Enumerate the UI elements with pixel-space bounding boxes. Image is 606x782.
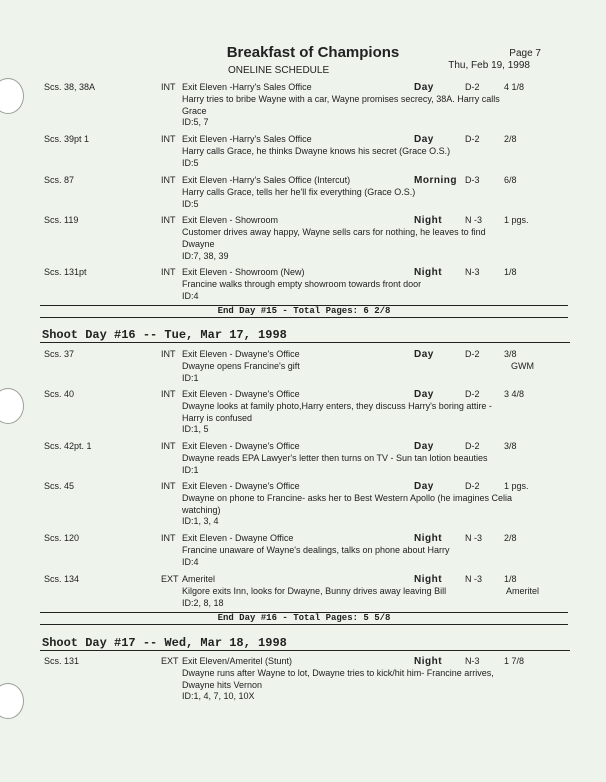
scene-location: Exit Eleven - Showroom [182, 215, 279, 225]
story-day: D-2 [465, 481, 480, 491]
scene-description: Dwayne opens Francine's gift [182, 361, 300, 371]
int-ext: INT [161, 481, 176, 491]
scene-number: Scs. 131 [44, 656, 80, 666]
scene-description: Dwayne runs after Wayne to lot, Dwayne tries to kick/hit him- Francine arrives, Dwayne hits Vernon [182, 668, 494, 690]
document-title: Breakfast of Champions [226, 44, 400, 61]
story-day: D-2 [465, 82, 480, 92]
scene-description: Harry tries to bribe Wayne with a car, Wayne promises secrecy, 38A. Harry calls Grace [182, 94, 500, 116]
page-count: 3/8 [504, 349, 517, 359]
time-of-day: Day [414, 481, 434, 492]
cast-ids: ID:1 [182, 465, 199, 475]
scene-number: Scs. 131pt [44, 267, 87, 277]
binder-hole [0, 78, 24, 114]
scene-location: Exit Eleven - Showroom (New) [182, 267, 305, 277]
cast-ids: ID:4 [182, 291, 199, 301]
page-count: 4 1/8 [504, 82, 525, 92]
time-of-day: Night [414, 267, 443, 278]
story-day: D-3 [465, 175, 480, 185]
story-day: D-2 [465, 134, 480, 144]
scene-location: Exit Eleven - Dwayne's Office [182, 441, 300, 451]
time-of-day: Night [414, 656, 443, 667]
scene-number: Scs. 120 [44, 533, 80, 543]
scene-description: Francine walks through empty showroom towards front door [182, 279, 422, 289]
page-count: 2/8 [504, 134, 517, 144]
int-ext: EXT [161, 656, 179, 666]
binder-hole [0, 683, 24, 719]
page-count: 3 4/8 [504, 389, 525, 399]
int-ext: INT [161, 134, 176, 144]
scene-description: Francine unaware of Wayne's dealings, talks on phone about Harry [182, 545, 450, 555]
page-count: 1/8 [504, 574, 517, 584]
cast-ids: ID:5 [182, 158, 199, 168]
scene-description: Harry calls Grace, tells her he'll fix everything (Grace O.S.) [182, 187, 416, 197]
time-of-day: Day [414, 441, 434, 452]
scene-description: Dwayne on phone to Francine- asks her to Best Western Apollo (he imagines Celia watching) [182, 493, 513, 515]
page-count: 2/8 [504, 533, 517, 543]
page-count: 6/8 [504, 175, 517, 185]
scene-number: Scs. 134 [44, 574, 80, 584]
int-ext: EXT [161, 574, 179, 584]
binder-hole [0, 388, 24, 424]
story-day: N -3 [465, 574, 483, 584]
scene-description: Customer drives away happy, Wayne sells cars for nothing, he leaves to find Dwayne [182, 227, 486, 249]
scene-location: Exit Eleven/Ameritel (Stunt) [182, 656, 293, 666]
page-count: 1 pgs. [504, 215, 529, 225]
story-day: N -3 [465, 215, 483, 225]
scene-location: Exit Eleven - Dwayne's Office [182, 481, 300, 491]
scene-location: Ameritel [182, 574, 216, 584]
scene-location: Exit Eleven - Dwayne's Office [182, 349, 300, 359]
int-ext: INT [161, 215, 176, 225]
time-of-day: Day [414, 82, 434, 93]
story-day: D-2 [465, 349, 480, 359]
time-of-day: Night [414, 215, 443, 226]
int-ext: INT [161, 533, 176, 543]
time-of-day: Day [414, 389, 434, 400]
scene-description: Kilgore exits Inn, looks for Dwayne, Bunny drives away leaving Bill [182, 586, 447, 596]
page-number: Page 7 [509, 48, 541, 59]
int-ext: INT [161, 389, 176, 399]
scene-number: Scs. 119 [44, 215, 79, 225]
cast-ids: ID:7, 38, 39 [182, 251, 229, 261]
cast-ids: ID:5 [182, 199, 199, 209]
shoot-day-header: Shoot Day #17 -- Wed, Mar 18, 1998 [40, 636, 570, 651]
int-ext: INT [161, 267, 176, 277]
time-of-day: Day [414, 134, 434, 145]
int-ext: INT [161, 441, 176, 451]
cast-ids: ID:4 [182, 557, 199, 567]
story-day: N-3 [465, 267, 480, 277]
story-day: N-3 [465, 656, 480, 666]
page-count: 1/8 [504, 267, 517, 277]
end-day-summary: End Day #15 - Total Pages: 6 2/8 [40, 305, 568, 318]
scene-description: Dwayne looks at family photo,Harry enters, they discuss Harry's boring attire - Harry is confused [182, 401, 492, 423]
cast-ids: ID:1, 4, 7, 10, 10X [182, 691, 255, 701]
cast-ids: ID:5, 7 [182, 117, 209, 127]
cast-ids: ID:2, 8, 18 [182, 598, 224, 608]
scene-location: Exit Eleven - Dwayne Office [182, 533, 294, 543]
story-day: D-2 [465, 441, 480, 451]
time-of-day: Night [414, 533, 443, 544]
document-subtitle: ONELINE SCHEDULE [228, 65, 330, 76]
scene-note: GWM [511, 361, 534, 371]
scene-description: Harry calls Grace, he thinks Dwayne knows his secret (Grace O.S.) [182, 146, 451, 156]
scene-number: Scs. 39pt 1 [44, 134, 90, 144]
page-count: 1 pgs. [504, 481, 529, 491]
int-ext: INT [161, 82, 176, 92]
scene-number: Scs. 45 [44, 481, 75, 491]
scene-number: Scs. 87 [44, 175, 75, 185]
scene-location: Exit Eleven - Dwayne's Office [182, 389, 300, 399]
int-ext: INT [161, 175, 176, 185]
scene-location: Exit Eleven -Harry's Sales Office [182, 134, 312, 144]
page-count: 1 7/8 [504, 656, 525, 666]
scene-description: Dwayne reads EPA Lawyer's letter then turns on TV - Sun tan lotion beauties [182, 453, 488, 463]
scene-location: Exit Eleven -Harry's Sales Office (Intercut) [182, 175, 351, 185]
scene-note: Ameritel [506, 586, 540, 596]
scene-number: Scs. 38, 38A [44, 82, 96, 92]
story-day: N -3 [465, 533, 483, 543]
cast-ids: ID:1 [182, 373, 199, 383]
cast-ids: ID:1, 3, 4 [182, 516, 219, 526]
end-day-summary: End Day #16 - Total Pages: 5 5/8 [40, 612, 568, 625]
scene-number: Scs. 42pt. 1 [44, 441, 92, 451]
shoot-day-header: Shoot Day #16 -- Tue, Mar 17, 1998 [40, 328, 570, 343]
scene-number: Scs. 37 [44, 349, 75, 359]
print-date: Thu, Feb 19, 1998 [448, 60, 530, 71]
time-of-day: Night [414, 574, 443, 585]
story-day: D-2 [465, 389, 480, 399]
time-of-day: Day [414, 349, 434, 360]
cast-ids: ID:1, 5 [182, 424, 209, 434]
scene-location: Exit Eleven -Harry's Sales Office [182, 82, 312, 92]
page-count: 3/8 [504, 441, 517, 451]
scene-number: Scs. 40 [44, 389, 75, 399]
int-ext: INT [161, 349, 176, 359]
time-of-day: Morning [414, 175, 457, 186]
